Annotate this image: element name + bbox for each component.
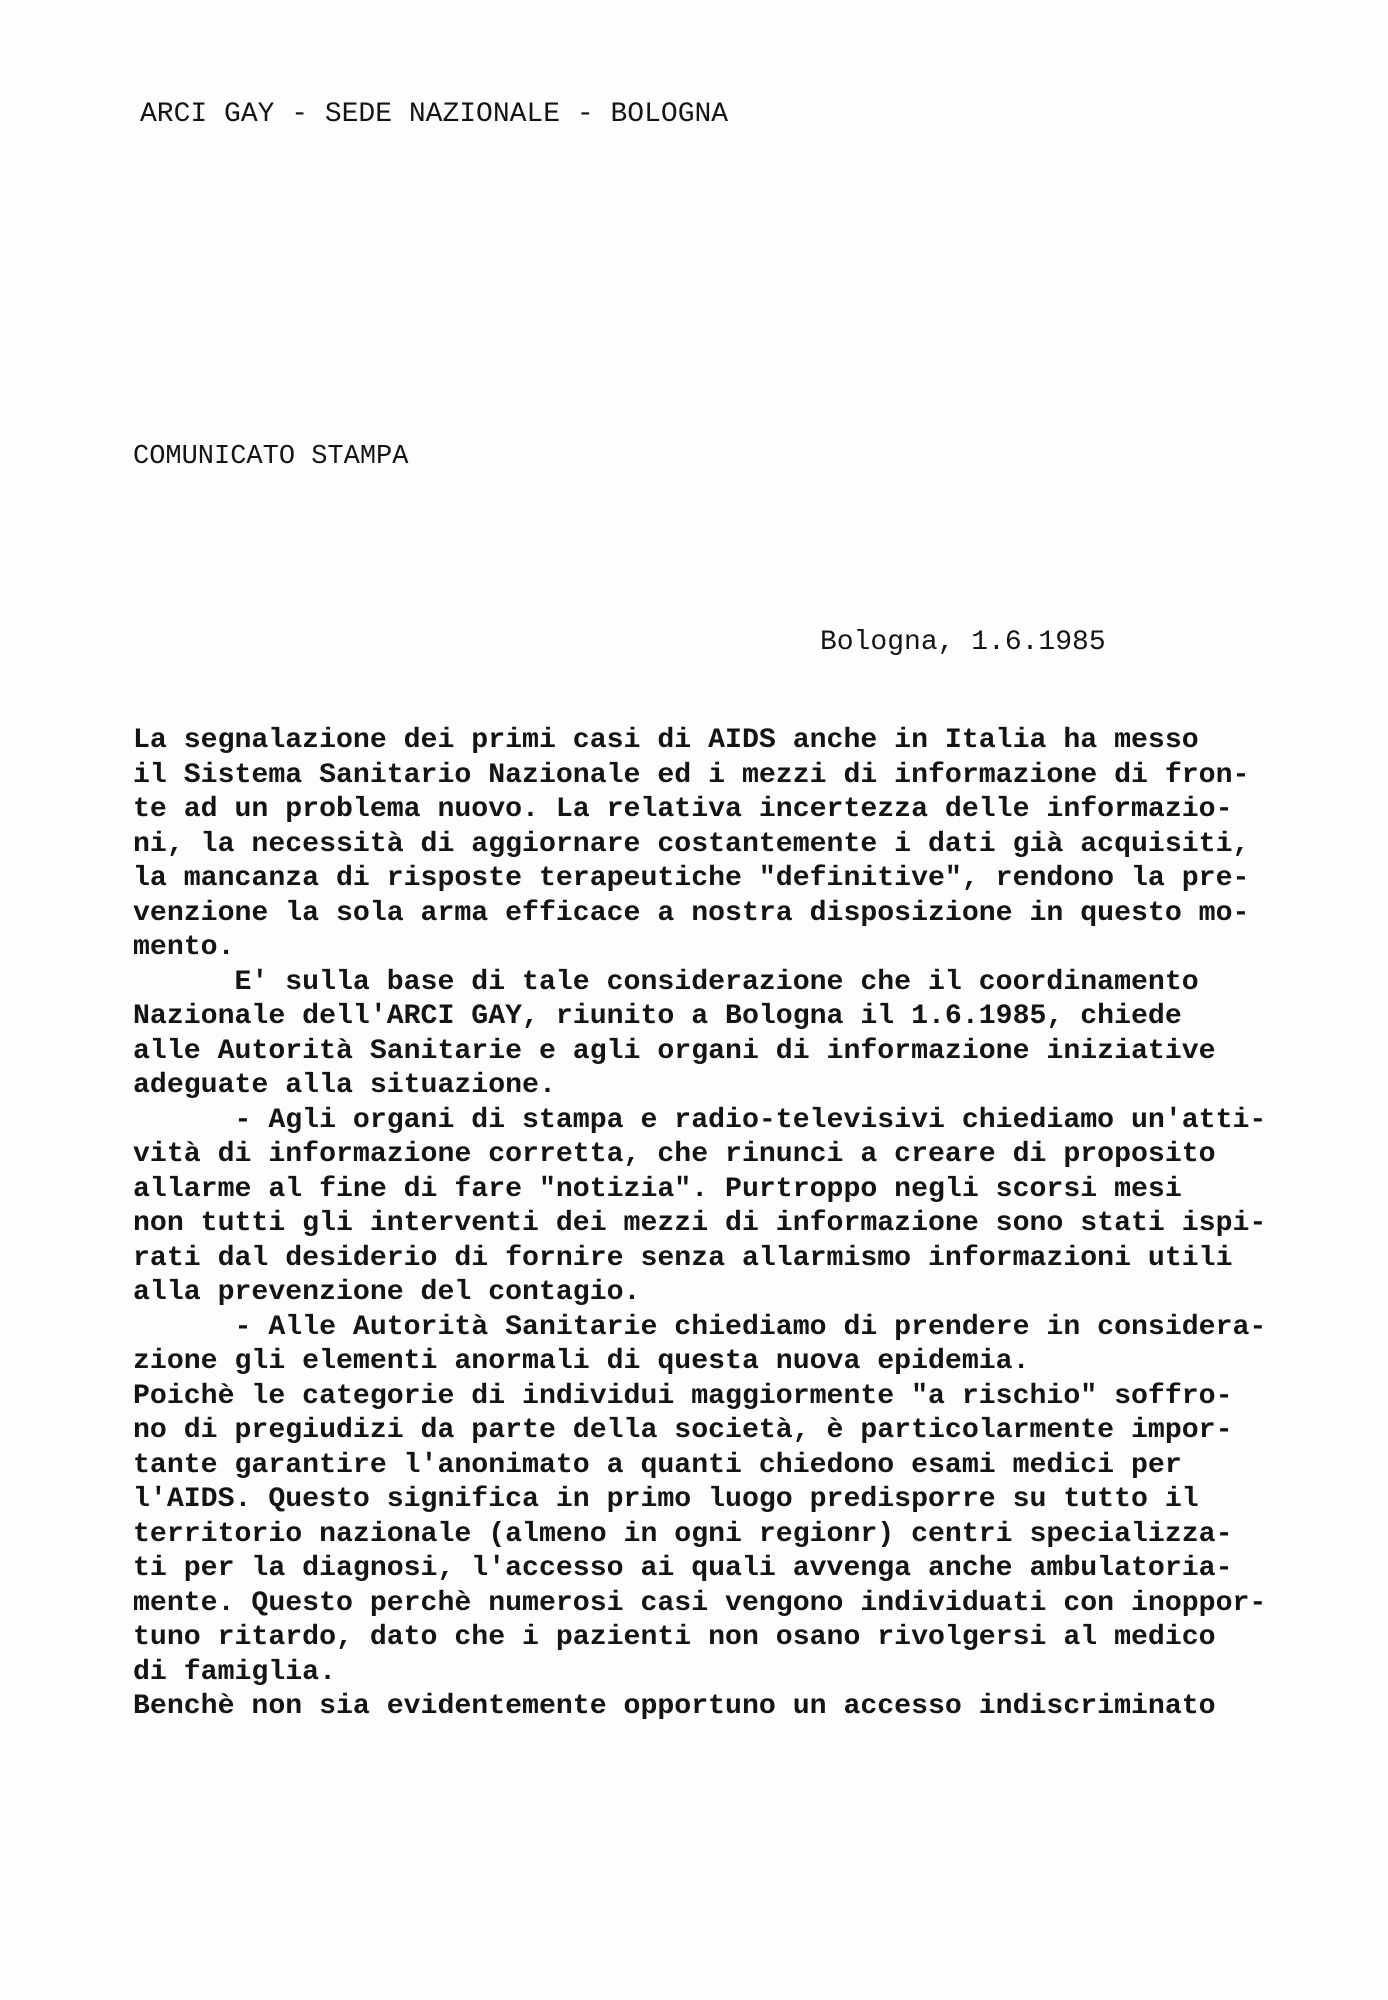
body-line: mento. <box>133 932 235 963</box>
body-line: - Agli organi di stampa e radio-televisivi chiediamo un'atti- <box>133 1104 1267 1136</box>
body-line: no di pregiudizi da parte della società, è particolarmente impor- <box>133 1415 1233 1446</box>
body-line: territorio nazionale (almeno in ogni regionr) centri specializza- <box>133 1518 1233 1550</box>
body-line: venzione la sola arma efficace a nostra disposizione in questo mo- <box>133 897 1250 929</box>
body-line: zione gli elementi anormali di questa nuova epidemia. <box>133 1346 1030 1377</box>
body-line: Nazionale dell'ARCI GAY, riunito a Bologna il 1.6.1985, chiede <box>133 1001 1182 1032</box>
body-line: la mancanza di risposte terapeutiche "definitive", rendono la pre- <box>133 863 1250 894</box>
body-line: alle Autorità Sanitarie e agli organi di informazione iniziative <box>133 1035 1216 1067</box>
body-line: vità di informazione corretta, che rinunci a creare di proposito <box>133 1139 1216 1170</box>
body-line: mente. Questo perchè numerosi casi vengono individuati con inoppor- <box>133 1587 1267 1619</box>
body-line: ni, la necessità di aggiornare costantemente i dati già acquisiti, <box>133 828 1250 860</box>
document-title: COMUNICATO STAMPA <box>133 442 409 472</box>
body-line: La segnalazione dei primi casi di AIDS anche in Italia ha messo <box>133 725 1199 756</box>
body-line: l'AIDS. Questo significa in primo luogo predisporre su tutto il <box>133 1484 1199 1515</box>
organization-header: ARCI GAY - SEDE NAZIONALE - BOLOGNA <box>140 99 729 130</box>
body-line: di famiglia. <box>133 1656 336 1688</box>
body-line: allarme al fine di fare "notizia". Purtroppo negli scorsi mesi <box>133 1173 1182 1205</box>
body-line: alla prevenzione del contagio. <box>133 1277 641 1308</box>
body-line: Poichè le categorie di individui maggiormente "a rischio" soffro- <box>133 1380 1233 1412</box>
body-line: il Sistema Sanitario Nazionale ed i mezzi di informazione di fron- <box>133 759 1250 791</box>
body-line: Benchè non sia evidentemente opportuno un accesso indiscriminato <box>133 1691 1216 1722</box>
document-date: Bologna, 1.6.1985 <box>820 627 1106 658</box>
body-text <box>133 724 1333 1725</box>
body-line: adeguate alla situazione. <box>133 1070 556 1101</box>
body-line: ti per la diagnosi, l'accesso ai quali avvenga anche ambulatoria- <box>133 1553 1233 1584</box>
body-line: rati dal desiderio di fornire senza allarmismo informazioni utili <box>133 1242 1233 1274</box>
body-line: E' sulla base di tale considerazione che il coordinamento <box>133 966 1199 998</box>
body-line: tuno ritardo, dato che i pazienti non osano rivolgersi al medico <box>133 1622 1216 1653</box>
body-line: te ad un problema nuovo. La relativa incertezza delle informazio- <box>133 794 1233 825</box>
body-line: - Alle Autorità Sanitarie chiediamo di prendere in considera- <box>133 1311 1267 1343</box>
body-line: non tutti gli interventi dei mezzi di informazione sono stati ispi- <box>133 1208 1267 1239</box>
body-line: tante garantire l'anonimato a quanti chiedono esami medici per <box>133 1449 1182 1481</box>
